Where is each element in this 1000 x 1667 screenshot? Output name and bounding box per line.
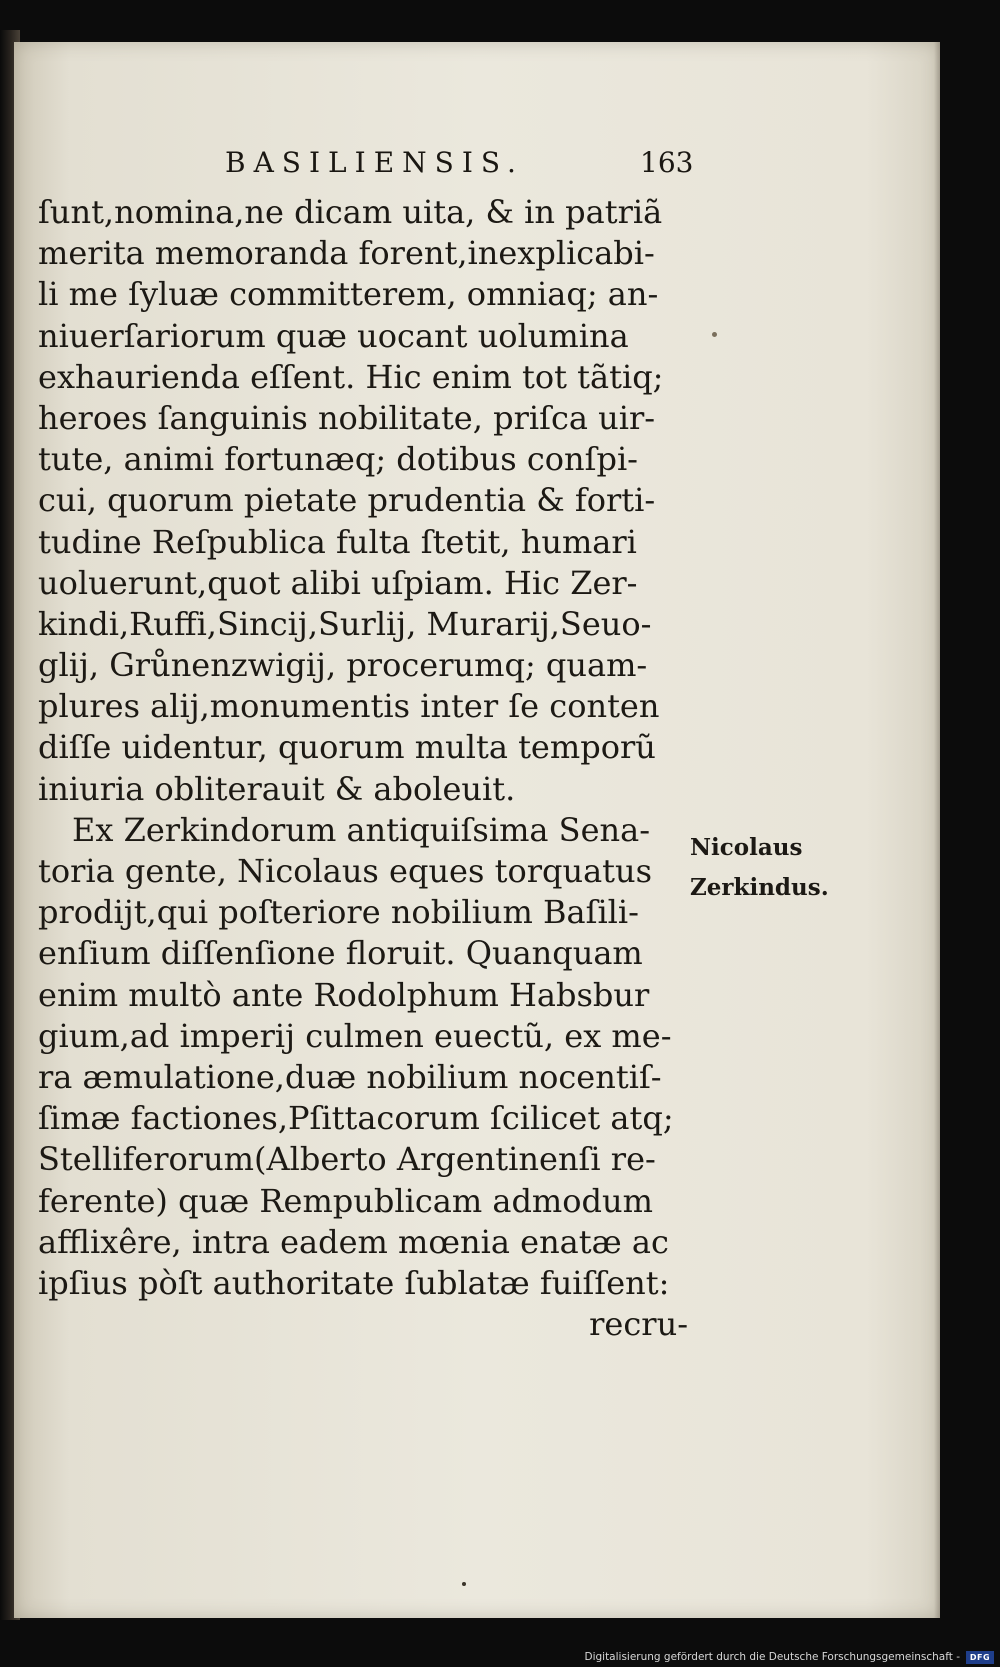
text-line: enſium diſſenſione floruit. Quanquam bbox=[38, 934, 643, 973]
ink-speck bbox=[712, 332, 717, 337]
text-line: Ex Zerkindorum antiquiſsima Sena- bbox=[72, 810, 651, 849]
text-line: plures alij,monumentis inter ſe conten bbox=[38, 687, 660, 726]
text-line: ra æmulatione,duæ nobilium nocentiſ- bbox=[38, 1057, 662, 1096]
marginal-note bbox=[690, 828, 829, 908]
text-line: tute, animi fortunæq; dotibus conſpi- bbox=[38, 440, 638, 479]
text-line: glij, Grůnenzwigij, procerumq; quam- bbox=[38, 646, 648, 685]
catchword: recru- bbox=[589, 1305, 688, 1344]
text-line: uoluerunt,quot alibi uſpiam. Hic Zer- bbox=[38, 563, 638, 602]
text-line: li me ſyluæ committerem, omniaq; an- bbox=[38, 275, 659, 314]
page-number: 163 bbox=[640, 146, 694, 179]
page-edge-shadow bbox=[934, 42, 940, 1618]
ink-speck bbox=[462, 1582, 466, 1586]
text-line: exhaurienda eſſent. Hic enim tot tãtiq; bbox=[38, 357, 664, 396]
text-line: iniuria obliterauit & aboleuit. bbox=[38, 769, 516, 808]
text-line: niuerſariorum quæ uocant uolumina bbox=[38, 316, 629, 355]
text-line: gium,ad imperij culmen euectũ, ex me- bbox=[38, 1016, 672, 1055]
text-line: enim multò ante Rodolphum Habsbur bbox=[38, 975, 650, 1014]
marginal-note-line: Zerkindus. bbox=[690, 874, 829, 901]
text-line: ſimæ factiones,Pſittacorum ſcilicet atq; bbox=[38, 1099, 674, 1138]
text-line: diſſe uidentur, quorum multa temporũ bbox=[38, 728, 656, 767]
text-line: tudine Reſpublica fulta ſtetit, humari bbox=[38, 522, 637, 561]
text-line: heroes ſanguinis nobilitate, priſca uir- bbox=[38, 398, 656, 437]
text-line: Stelliferorum(Alberto Argentinenſi re- bbox=[38, 1140, 656, 1179]
text-line: ipſius pòſt authoritate ſublatæ fuiſſent: bbox=[38, 1263, 670, 1302]
funding-credit: Digitalisierung gefördert durch die Deutsche Forschungsgemeinschaft - bbox=[584, 1651, 960, 1663]
marginal-note-line: Nicolaus bbox=[690, 834, 803, 861]
body-text bbox=[38, 192, 698, 1345]
running-head: BASILIENSIS. bbox=[225, 146, 524, 179]
text-line: afflixêre, intra eadem mœnia enatæ ac bbox=[38, 1222, 669, 1261]
text-line: merita memoranda forent,inexplicabi- bbox=[38, 234, 655, 273]
text-line: cui, quorum pietate prudentia & forti- bbox=[38, 481, 656, 520]
text-line: toria gente, Nicolaus eques torquatus bbox=[38, 852, 653, 890]
text-line: ferente) quæ Rempublicam admodum bbox=[38, 1181, 653, 1220]
text-line: prodijt,qui poſteriore nobilium Baſili- bbox=[38, 893, 639, 932]
dfg-logo: DFG bbox=[966, 1651, 994, 1664]
text-line: kindi,Ruffi,Sincij,Surlij, Murarij,Seuo- bbox=[38, 604, 652, 643]
text-line: ſunt,nomina,ne dicam uita, & in patriã bbox=[38, 193, 663, 231]
